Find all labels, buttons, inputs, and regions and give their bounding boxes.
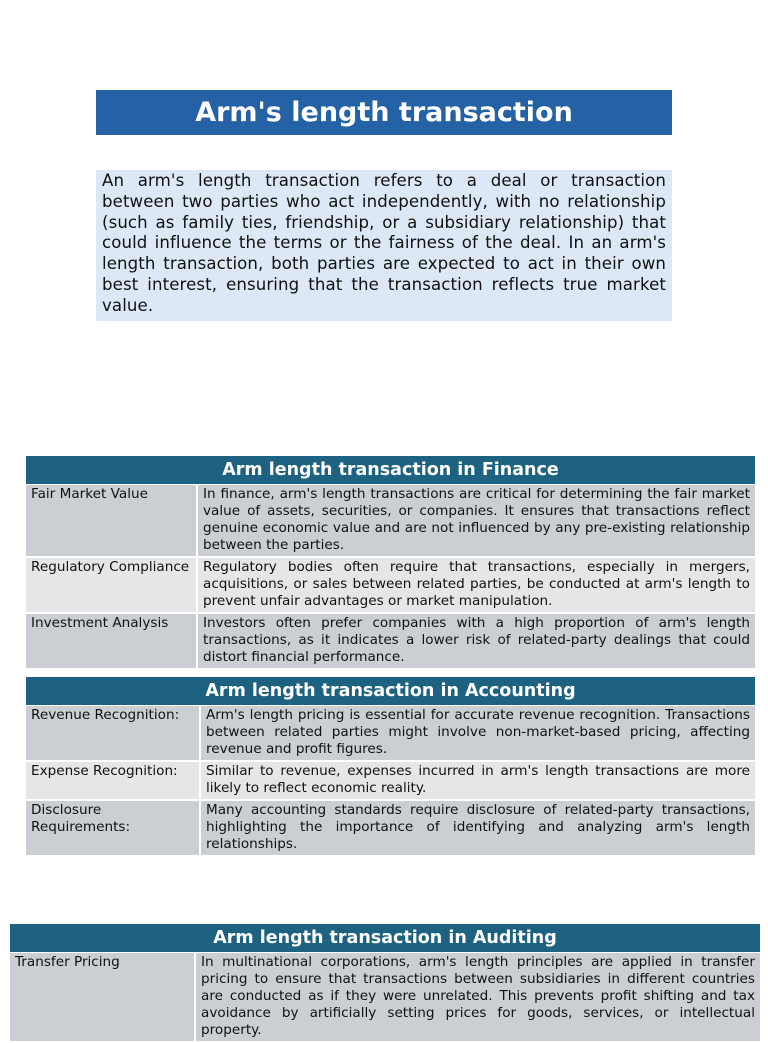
row-label: Investment Analysis: [26, 614, 198, 670]
row-label: Expense Recognition:: [26, 762, 201, 801]
row-description: Investors often prefer companies with a high proportion of arm's length transactions, as it indicates a lower risk of related-party dealings that could distort financial performance.: [198, 614, 755, 670]
table-row: [26, 558, 755, 614]
row-description: Regulatory bodies often require that transactions, especially in mergers, acquisitions, or sales between related parties, be conducted at arm's length to prevent unfair advantages or market manipulation.: [198, 558, 755, 614]
auditing-heading: Arm length transaction in Auditing: [10, 924, 760, 953]
row-label: Fair Market Value: [26, 485, 198, 558]
row-description: In finance, arm's length transactions are critical for determining the fair market value of assets, securities, or companies. It ensures that transactions reflect genuine economic value and are not influenced by any pre-existing relationship between the parties.: [198, 485, 755, 558]
row-description: Many accounting standards require disclosure of related-party transactions, highlighting the importance of identifying and analyzing arm's length relationships.: [201, 801, 755, 857]
table-row: [26, 614, 755, 670]
table-row: [26, 762, 755, 801]
row-label: Regulatory Compliance: [26, 558, 198, 614]
table-row: [26, 801, 755, 857]
auditing-table: [10, 924, 760, 1043]
finance-table: [26, 456, 755, 670]
page-title: Arm's length transaction: [96, 90, 672, 135]
row-label: Transfer Pricing: [10, 953, 196, 1043]
accounting-heading: Arm length transaction in Accounting: [26, 677, 755, 706]
row-description: Arm's length pricing is essential for accurate revenue recognition. Transactions between related parties might involve non-market-based pricing, affecting revenue and profit figures.: [201, 706, 755, 762]
row-description: In multinational corporations, arm's length principles are applied in transfer pricing to ensure that transactions between subsidiaries in different countries are conducted as if they were unrelated. This prevents profit shifting and tax avoidance by artificially setting prices for goods, services, or intellectual property.: [196, 953, 760, 1043]
finance-heading: Arm length transaction in Finance: [26, 456, 755, 485]
accounting-table: [26, 677, 755, 857]
row-description: Similar to revenue, expenses incurred in arm's length transactions are more likely to reflect economic reality.: [201, 762, 755, 801]
table-row: [26, 485, 755, 558]
row-label: Disclosure Requirements:: [26, 801, 201, 857]
table-row: [26, 706, 755, 762]
row-label: Revenue Recognition:: [26, 706, 201, 762]
intro-paragraph: An arm's length transaction refers to a deal or transaction between two parties who act independently, with no relationship (such as family ties, friendship, or a subsidiary relationship) that could influence the terms or the fairness of the deal. In an arm's length transaction, both parties are expected to act in their own best interest, ensuring that the transaction reflects true market value.: [96, 170, 672, 321]
table-row: [10, 953, 760, 1043]
